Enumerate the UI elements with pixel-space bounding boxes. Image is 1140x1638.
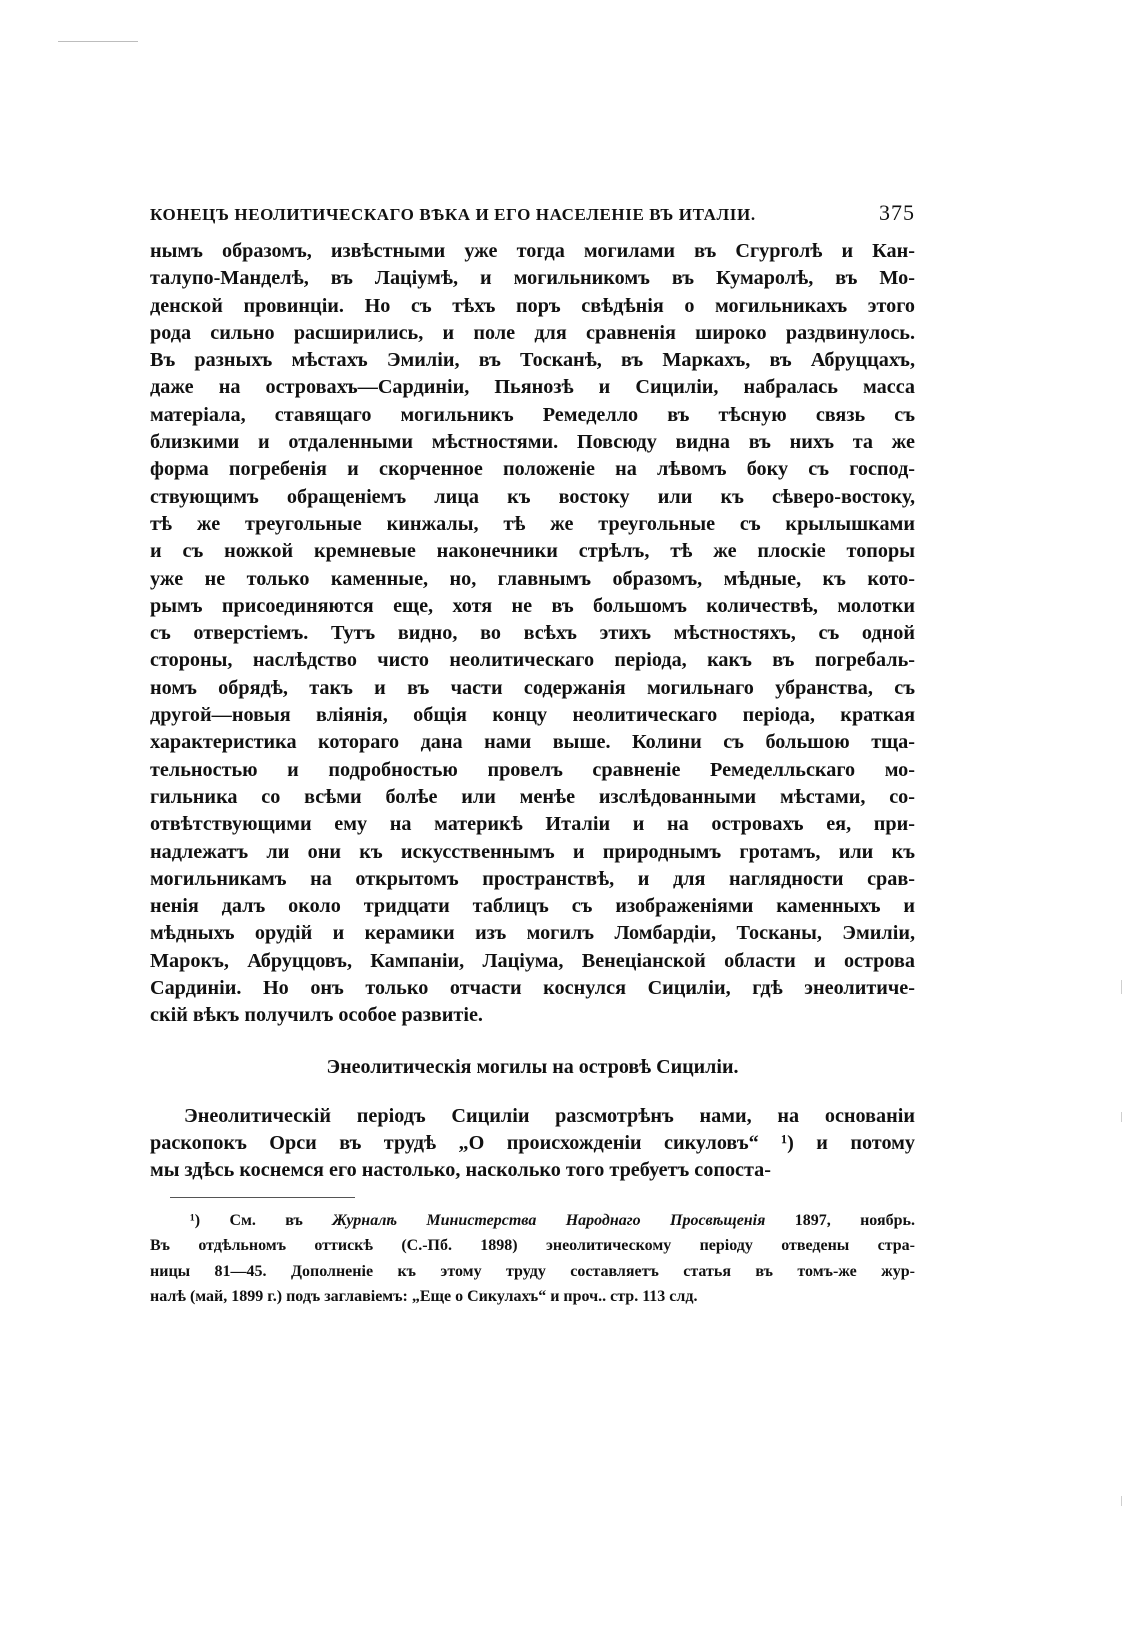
text-line: ствующимъ обращеніемъ лица къ востоку или къ сѣверо-востоку, (150, 485, 915, 508)
text-line: отвѣтствующими ему на материкѣ Италіи и на островахъ ея, при- (150, 813, 915, 836)
text-line: мѣдныхъ орудій и керамики изъ могилъ Ломбардіи, Тосканы, Эмиліи, (150, 922, 915, 945)
running-title: КОНЕЦЪ НЕОЛИТИЧЕСКАГО ВѢКА И ЕГО НАСЕЛЕНІЕ ВЪ ИТАЛІИ. (150, 205, 756, 224)
scan-edge-mark (1121, 1112, 1122, 1122)
text-line: могильникамъ на открытомъ пространствѣ, и для наглядности срав- (150, 867, 915, 890)
footnote-separator (170, 1197, 355, 1198)
text-line: нымъ образомъ, извѣстными уже тогда могилами въ Сгурголѣ и Кан- (150, 240, 915, 262)
text-line: стороны, наслѣдство чисто неолитическаго періода, какъ въ погребаль- (150, 649, 915, 672)
main-paragraph (150, 238, 915, 1030)
text-line: мы здѣсь коснемся его настолько, насколько того требуетъ сопоста- (150, 1159, 771, 1182)
text-line: матеріала, ставящаго могильникъ Ремеделло въ тѣсную связь съ (150, 403, 915, 426)
footnote-journal: Журналѣ Министерства Народнаго Просвѣщенія (332, 1211, 766, 1229)
text-line: и съ ножкой кремневые наконечники стрѣлъ, тѣ же плоскіе топоры (150, 540, 915, 563)
text-line: раскопокъ Орси въ трудѣ „О происхожденіи сикуловъ“ ¹) и потому (150, 1131, 915, 1154)
text-line: Въ разныхъ мѣстахъ Эмиліи, въ Тосканѣ, въ Маркахъ, въ Абруццахъ, (150, 349, 915, 372)
text-line: надлежатъ ли они къ искусственнымъ и природнымъ гротамъ, или къ (150, 840, 915, 863)
footnote-line: налѣ (май, 1899 г.) подъ заглавіемъ: „Еще о Сикулахъ“ и проч.. стр. 113 слд. (150, 1288, 698, 1305)
text-line: другой—новыя вліянія, общія концу неолитическаго періода, краткая (150, 704, 915, 727)
text-line: гильника со всѣми болѣе или менѣе изслѣдованными мѣстами, со- (150, 785, 915, 808)
running-header (150, 200, 915, 226)
section-paragraph (150, 1103, 915, 1185)
text-line: уже не только каменные, но, главнымъ образомъ, мѣдные, къ кото- (150, 567, 915, 590)
text-line: денской провинціи. Но съ тѣхъ поръ свѣдѣнія о могильникахъ этого (150, 294, 915, 317)
scan-margin-rule (58, 41, 138, 42)
text-line: рода сильно расширились, и поле для сравненія широко раздвинулось. (150, 321, 915, 344)
footnote-line (150, 1208, 915, 1234)
text-line: форма погребенія и скорченное положеніе на лѣвомъ боку съ господ- (150, 458, 915, 481)
text-line: талупо-Манделѣ, въ Лаціумѣ, и могильникомъ въ Кумаролѣ, въ Мо- (150, 267, 915, 290)
text-line: характеристика котораго дана нами выше. Колини съ большою тща- (150, 731, 915, 754)
text-line: тѣ же треугольные кинжалы, тѣ же треугольные съ крылышками (150, 512, 915, 535)
text-line: близкими и отдаленными мѣстностями. Повсюду видна въ нихъ та же (150, 431, 915, 454)
text-line: даже на островахъ—Сардиніи, Пьянозѣ и Сициліи, набралась масса (150, 376, 915, 399)
scan-edge-mark (1121, 980, 1122, 994)
text-line: Марокъ, Абруццовъ, Кампаніи, Лаціума, Венеціанской области и острова (150, 949, 915, 972)
text-line: номъ обрядѣ, такъ и въ части содержанія могильнаго убранства, съ (150, 676, 915, 699)
footnote (150, 1208, 915, 1310)
page-number: 375 (879, 200, 915, 225)
text-line: Энеолитическій періодъ Сициліи разсмотрѣнъ нами, на основаніи (184, 1104, 915, 1127)
text-line: съ отверстіемъ. Тутъ видно, во всѣхъ этихъ мѣстностяхъ, съ одной (150, 622, 915, 645)
footnote-line: ницы 81—45. Дополненіе къ этому труду составляетъ статья въ томъ-же жур- (150, 1262, 915, 1280)
footnote-marker: ¹) См. въ (190, 1211, 303, 1229)
footnote-line1-rest: 1897, ноябрь. (794, 1211, 916, 1229)
text-line: ненія далъ около тридцати таблицъ съ изображеніями каменныхъ и (150, 895, 915, 918)
text-line: скій вѣкъ получилъ особое развитіе. (150, 1004, 483, 1027)
scan-edge-mark (1121, 1496, 1122, 1506)
section-heading: Энеолитическія могилы на островѣ Сициліи. (326, 1055, 739, 1078)
footnote-line: Въ отдѣльномъ оттискѣ (С.-Пб. 1898) энеолитическому періоду отведены стра- (150, 1237, 915, 1254)
text-line: рымъ присоединяются еще, хотя не въ большомъ количествѣ, молотки (150, 594, 915, 617)
text-line: тельностью и подробностью провелъ сравненіе Ремеделльскаго мо- (150, 758, 915, 781)
text-line: Сардиніи. Но онъ только отчасти коснулся Сициліи, гдѣ энеолитиче- (150, 977, 915, 1000)
book-page (150, 200, 915, 1310)
